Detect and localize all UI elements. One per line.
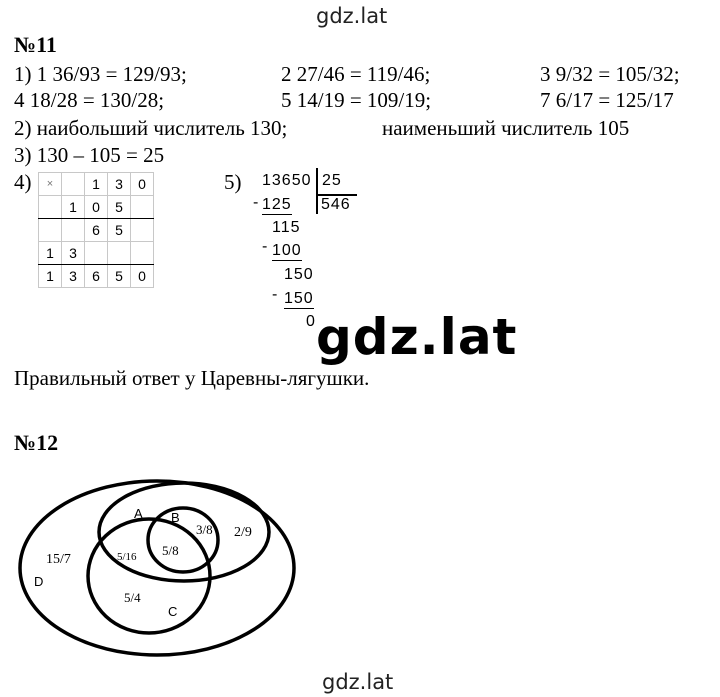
grid-cell: 3 (62, 242, 85, 265)
subtrahend-line: 125 (262, 196, 292, 213)
venn-diagram (0, 470, 320, 660)
grid-cell (131, 196, 154, 219)
region-a-b: 3/8 (196, 522, 213, 537)
watermark-top: gdz.lat (316, 4, 388, 28)
minus-sign: - (262, 238, 269, 255)
region-a-only: 2/9 (234, 525, 252, 540)
grid-cell: 1 (39, 242, 62, 265)
dividend: 13650 (262, 172, 312, 189)
grid-cell: 0 (85, 196, 108, 219)
grid-cell: 3 (62, 265, 85, 288)
grid-cell (108, 242, 131, 265)
grid-cell: 5 (108, 219, 131, 242)
division-bar (316, 168, 318, 214)
region-a-b-c: 5/8 (162, 543, 179, 558)
minus-sign: - (253, 194, 260, 211)
times-sign: × (39, 173, 62, 196)
fraction-5: 5 14/19 = 109/19; (281, 88, 432, 112)
fraction-3: 3 9/32 = 105/32; (540, 62, 680, 86)
set-b-label: B (171, 510, 180, 525)
remainder-line: 115 (272, 219, 301, 236)
step4-label: 4) (14, 170, 32, 194)
quotient-line (317, 194, 357, 196)
minus-sign: - (272, 286, 279, 303)
multiplication-grid (38, 172, 154, 288)
grid-cell: 1 (39, 265, 62, 288)
remainder-line: 150 (284, 266, 314, 283)
grid-cell: 6 (85, 219, 108, 242)
divisor: 25 (322, 172, 342, 189)
grid-cell: 3 (108, 173, 131, 196)
grid-cell (62, 219, 85, 242)
watermark-bottom: gdz.lat (322, 670, 394, 694)
subtrahend-line: 150 (284, 290, 314, 307)
quotient: 546 (321, 196, 351, 213)
grid-cell (39, 219, 62, 242)
region-c-only: 5/4 (124, 590, 141, 605)
fraction-2: 2 27/46 = 119/46; (281, 62, 431, 86)
difference-step: 3) 130 – 105 = 25 (14, 143, 165, 167)
region-d-only: 15/7 (46, 552, 71, 567)
grid-cell (62, 173, 85, 196)
task12-title: №12 (14, 430, 59, 455)
grid-cell: 5 (108, 196, 131, 219)
set-a-label: A (134, 506, 143, 521)
step5-label: 5) (224, 170, 242, 194)
grid-cell: 0 (131, 173, 154, 196)
fraction-6: 7 6/17 = 125/17 (540, 88, 674, 112)
answer-text: Правильный ответ у Царевны-лягушки. (14, 366, 370, 390)
fraction-4: 4 18/28 = 130/28; (14, 88, 165, 112)
set-c-label: C (168, 604, 178, 619)
grid-cell: 5 (108, 265, 131, 288)
grid-cell (39, 196, 62, 219)
grid-cell (131, 242, 154, 265)
watermark-center: gdz.lat (316, 308, 518, 366)
grid-cell: 1 (85, 173, 108, 196)
set-d-label: D (34, 574, 44, 589)
remainder-line: 0 (306, 313, 316, 330)
region-a-c: 5/16 (117, 551, 137, 563)
grid-cell (131, 219, 154, 242)
grid-cell: 6 (85, 265, 108, 288)
min-numerator: наименьший числитель 105 (382, 116, 630, 140)
task11-title: №11 (14, 32, 57, 57)
grid-cell: 0 (131, 265, 154, 288)
set-d-boundary (20, 481, 294, 655)
fraction-1: 1) 1 36/93 = 129/93; (14, 62, 187, 86)
max-numerator: 2) наибольший числитель 130; (14, 116, 288, 140)
subtrahend-line: 100 (272, 242, 302, 259)
grid-cell: 1 (62, 196, 85, 219)
grid-cell (85, 242, 108, 265)
